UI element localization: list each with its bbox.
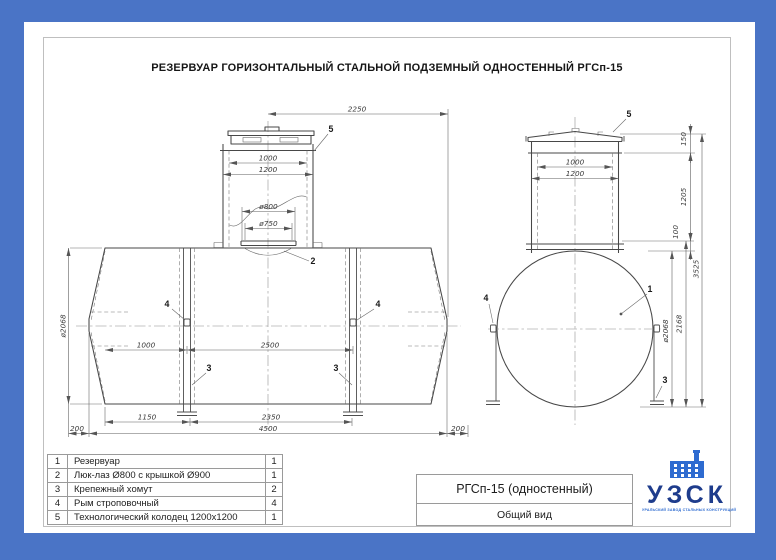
lifting-lug (654, 325, 660, 332)
well-cover (228, 131, 314, 136)
model-designation: РГСп-15 (одностенный) (417, 475, 632, 504)
dim-label: ø2068 (661, 319, 670, 343)
part-name: Рым строповочный (68, 497, 266, 511)
part-qty: 4 (266, 497, 283, 511)
callout-label: 3 (206, 363, 212, 373)
dim-label: 100 (671, 225, 680, 239)
lifting-lug (491, 325, 497, 332)
table-row (48, 511, 283, 525)
part-qty: 1 (266, 455, 283, 469)
manhole-flange (241, 241, 296, 246)
dim-label: 1200 (258, 165, 278, 174)
part-number: 4 (48, 497, 68, 511)
end-view (484, 109, 706, 425)
dim-label: 1150 (137, 412, 157, 422)
view-name: Общий вид (496, 509, 553, 521)
part-name: Технологический колодец 1200x1200 (68, 511, 266, 525)
callout-label: 2 (310, 256, 316, 266)
side-view (59, 105, 469, 438)
table-row (48, 469, 283, 483)
dim-label: ø800 (259, 202, 278, 211)
uzsk-logo (642, 450, 737, 512)
dim-label: 3525 (691, 259, 701, 279)
part-number: 3 (48, 483, 68, 497)
factory-icon (668, 450, 706, 478)
part-name: Крепежный хомут (68, 483, 266, 497)
part-qty: 1 (266, 511, 283, 525)
dim-label: 1200 (565, 169, 585, 178)
lifting-lug (350, 319, 356, 326)
callout-label: 5 (328, 124, 334, 134)
table-row (48, 455, 283, 469)
dim-label: 4500 (258, 424, 278, 433)
dim-label: ø750 (259, 219, 278, 228)
part-name: Резервуар (68, 455, 266, 469)
table-row (48, 497, 283, 511)
dim-label: 1205 (679, 187, 688, 207)
technical-drawing (44, 38, 737, 526)
callout-label: 1 (647, 284, 653, 294)
logo-abbreviation: УЗСК (647, 481, 727, 509)
paper-sheet (24, 22, 755, 533)
dim-label: 1000 (136, 340, 156, 350)
dim-label: 1000 (258, 153, 278, 163)
part-number: 1 (48, 455, 68, 469)
cover-handle (265, 127, 279, 131)
drawing-frame (43, 37, 737, 527)
dim-label: 150 (679, 132, 688, 146)
callout-label: 4 (483, 293, 489, 303)
callout-label: 5 (626, 109, 632, 119)
part-qty: 2 (266, 483, 283, 497)
dim-label: 2500 (260, 340, 280, 350)
parts-table (47, 454, 283, 525)
dim-label: 200 (70, 424, 84, 433)
callout-label: 3 (333, 363, 339, 373)
dim-label: 200 (451, 424, 465, 433)
dim-label: 2250 (347, 104, 367, 114)
table-row (48, 483, 283, 497)
logo-subtitle: УРАЛЬСКИЙ ЗАВОД СТАЛЬНЫХ КОНСТРУКЦИЙ (642, 508, 737, 512)
callout-label: 4 (375, 299, 381, 309)
dim-label: 1000 (565, 157, 585, 167)
part-number: 5 (48, 511, 68, 525)
callout-label: 4 (164, 299, 170, 309)
dim-label: ø2068 (58, 314, 68, 338)
part-qty: 1 (266, 469, 283, 483)
part-name: Люк-лаз Ø800 с крышкой Ø900 (68, 469, 266, 483)
title-block (416, 474, 633, 526)
drawing-title: РЕЗЕРВУАР ГОРИЗОНТАЛЬНЫЙ СТАЛЬНОЙ ПОДЗЕМНЫЙ ОДНОСТЕННЫЙ РГСп-15 (151, 62, 623, 74)
callout-label: 3 (662, 375, 668, 385)
part-number: 2 (48, 469, 68, 483)
dim-label: 2350 (261, 412, 281, 422)
dim-label: 2168 (674, 314, 684, 334)
